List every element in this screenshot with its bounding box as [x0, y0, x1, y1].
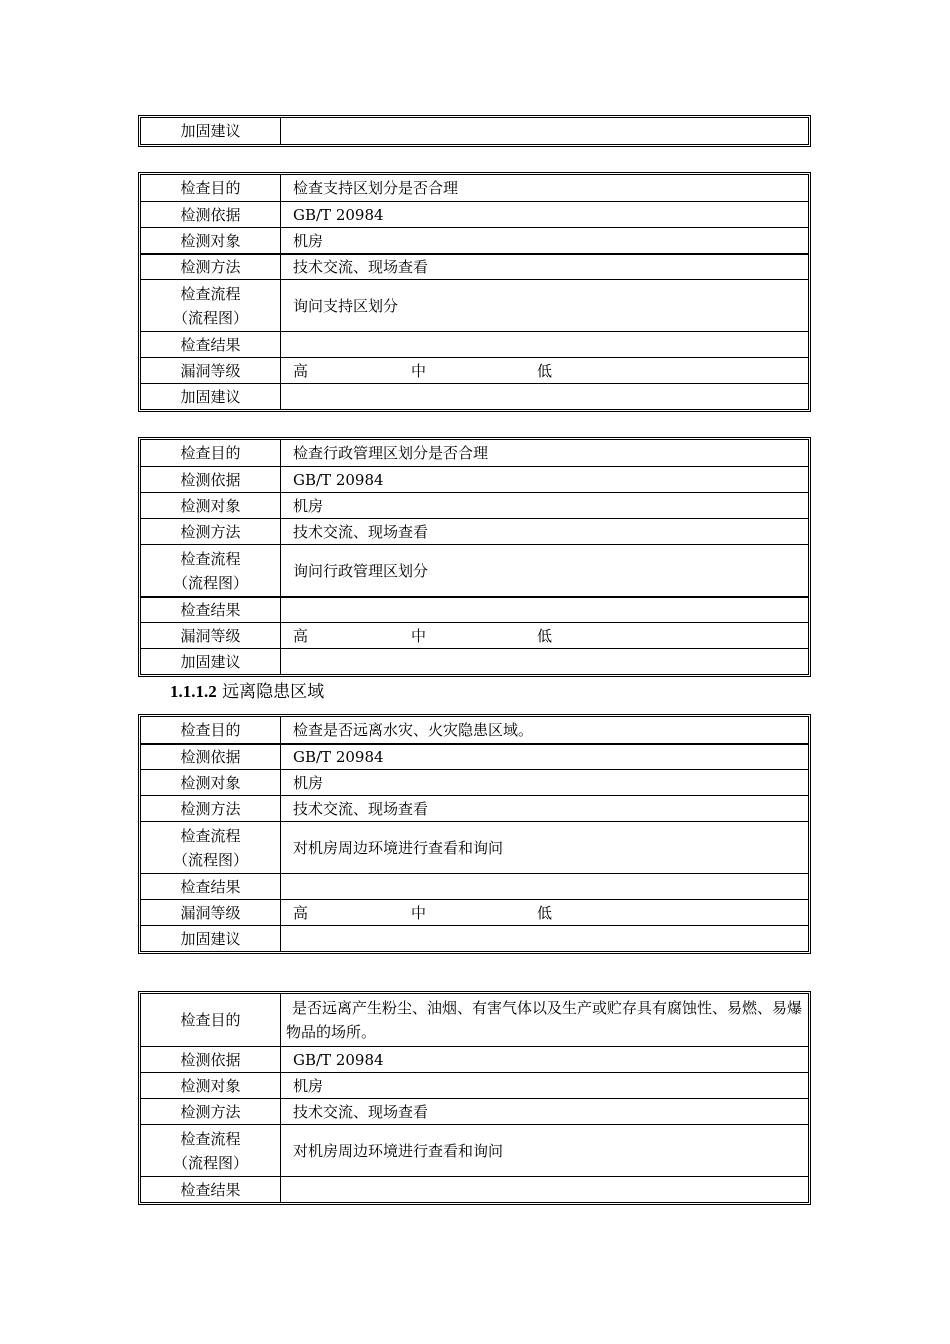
table-row — [141, 331, 808, 357]
result-value — [281, 874, 808, 899]
result-label: 检查结果 — [141, 598, 281, 622]
table-row — [141, 227, 808, 253]
inspection-table-hazard-water-fire — [138, 714, 811, 954]
level-mid: 中 — [411, 361, 427, 380]
object-label: 检测对象 — [141, 493, 281, 518]
table-row — [141, 279, 808, 331]
result-label: 检查结果 — [141, 332, 281, 357]
table-row — [141, 440, 808, 466]
table-row — [141, 175, 808, 201]
table-row — [141, 743, 808, 769]
process-label-line1: 检查流程 — [180, 826, 241, 845]
purpose-label: 检查目的 — [141, 175, 281, 201]
basis-label: 检测依据 — [141, 745, 281, 769]
table-row — [141, 717, 808, 743]
section-number: 1.1.1.2 — [170, 682, 217, 701]
process-label-line2: （流程图） — [172, 850, 248, 869]
advice-label: 加固建议 — [141, 118, 281, 144]
table-row — [141, 357, 808, 383]
process-value: 询问支持区划分 — [293, 296, 399, 315]
process-label — [141, 822, 281, 873]
basis-value: GB/T 20984 — [293, 1050, 384, 1069]
process-label-line1: 检查流程 — [180, 1129, 241, 1148]
purpose-value: 检查支持区划分是否合理 — [293, 179, 459, 197]
table-row — [141, 1124, 808, 1176]
level-mid: 中 — [411, 626, 427, 645]
table-row — [141, 201, 808, 227]
method-value: 技术交流、现场查看 — [293, 258, 429, 276]
object-label: 检测对象 — [141, 1073, 281, 1098]
process-label — [141, 545, 281, 596]
inspection-table-continued — [138, 115, 811, 147]
section-title: 远离隐患区域 — [222, 682, 325, 702]
basis-label: 检测依据 — [141, 1047, 281, 1072]
table-row — [141, 466, 808, 492]
result-value — [281, 332, 808, 357]
table-row — [141, 1176, 808, 1202]
table-row — [141, 544, 808, 596]
inspection-table-hazard-pollution — [138, 991, 811, 1205]
purpose-value: 检查行政管理区划分是否合理 — [293, 444, 489, 462]
purpose-value: 检查是否远离水灾、火灾隐患区域。 — [293, 721, 534, 739]
basis-value: GB/T 20984 — [293, 205, 384, 224]
table-row — [141, 873, 808, 899]
basis-label: 检测依据 — [141, 467, 281, 492]
section-heading — [170, 680, 324, 704]
level-label: 漏洞等级 — [141, 358, 281, 383]
method-label: 检测方法 — [141, 255, 281, 279]
level-low: 低 — [537, 903, 553, 922]
advice-label: 加固建议 — [141, 926, 281, 951]
table-row — [141, 1072, 808, 1098]
level-value — [281, 358, 808, 383]
purpose-label: 检查目的 — [141, 717, 281, 743]
method-value: 技术交流、现场查看 — [293, 799, 429, 818]
advice-value — [281, 926, 808, 951]
process-label — [141, 1125, 281, 1176]
result-value — [281, 1177, 808, 1202]
level-high: 高 — [293, 626, 309, 645]
purpose-label: 检查目的 — [141, 440, 281, 466]
process-label-line2: （流程图） — [172, 1153, 248, 1172]
table-row — [141, 925, 808, 951]
purpose-value: 是否远离产生粉尘、油烟、有害气体以及生产或贮存具有腐蚀性、易燃、易爆物品的场所。 — [286, 999, 803, 1041]
basis-value: GB/T 20984 — [293, 470, 384, 489]
process-label-line2: （流程图） — [172, 573, 248, 592]
level-high: 高 — [293, 361, 309, 380]
level-value — [281, 623, 808, 648]
process-label — [141, 280, 281, 331]
process-label-line1: 检查流程 — [180, 284, 241, 303]
process-value: 询问行政管理区划分 — [293, 561, 429, 580]
basis-value: GB/T 20984 — [293, 748, 384, 766]
level-mid: 中 — [411, 903, 427, 922]
table-row — [141, 253, 808, 279]
table-row — [141, 383, 808, 409]
result-label: 检查结果 — [141, 874, 281, 899]
table-row — [141, 769, 808, 795]
table-row — [141, 492, 808, 518]
object-label: 检测对象 — [141, 228, 281, 253]
method-value: 技术交流、现场查看 — [293, 522, 429, 541]
level-value — [281, 900, 808, 925]
level-low: 低 — [537, 626, 553, 645]
process-label-line2: （流程图） — [172, 308, 248, 327]
advice-value — [281, 118, 808, 144]
object-value: 机房 — [293, 496, 324, 515]
basis-label: 检测依据 — [141, 202, 281, 227]
table-row — [141, 1098, 808, 1124]
advice-value — [281, 384, 808, 409]
table-row — [141, 118, 808, 144]
result-label: 检查结果 — [141, 1177, 281, 1202]
table-row — [141, 518, 808, 544]
inspection-table-support-area — [138, 172, 811, 412]
advice-value — [281, 649, 808, 674]
table-row — [141, 622, 808, 648]
level-low: 低 — [537, 361, 553, 380]
level-high: 高 — [293, 903, 309, 922]
method-label: 检测方法 — [141, 796, 281, 821]
method-value: 技术交流、现场查看 — [293, 1102, 429, 1121]
object-value: 机房 — [293, 1076, 324, 1095]
table-row — [141, 821, 808, 873]
table-row — [141, 1046, 808, 1072]
inspection-table-admin-area — [138, 437, 811, 677]
process-value: 对机房周边环境进行查看和询问 — [293, 1141, 504, 1160]
table-row — [141, 648, 808, 674]
result-value — [281, 598, 808, 622]
object-value: 机房 — [293, 773, 324, 792]
purpose-label: 检查目的 — [141, 994, 281, 1046]
process-label-line1: 检查流程 — [180, 549, 241, 568]
advice-label: 加固建议 — [141, 649, 281, 674]
process-value: 对机房周边环境进行查看和询问 — [293, 838, 504, 857]
object-label: 检测对象 — [141, 770, 281, 795]
table-row — [141, 899, 808, 925]
table-row — [141, 795, 808, 821]
method-label: 检测方法 — [141, 1099, 281, 1124]
method-label: 检测方法 — [141, 519, 281, 544]
level-label: 漏洞等级 — [141, 623, 281, 648]
advice-label: 加固建议 — [141, 384, 281, 409]
table-row — [141, 596, 808, 622]
level-label: 漏洞等级 — [141, 900, 281, 925]
table-row — [141, 994, 808, 1046]
object-value: 机房 — [293, 231, 324, 250]
